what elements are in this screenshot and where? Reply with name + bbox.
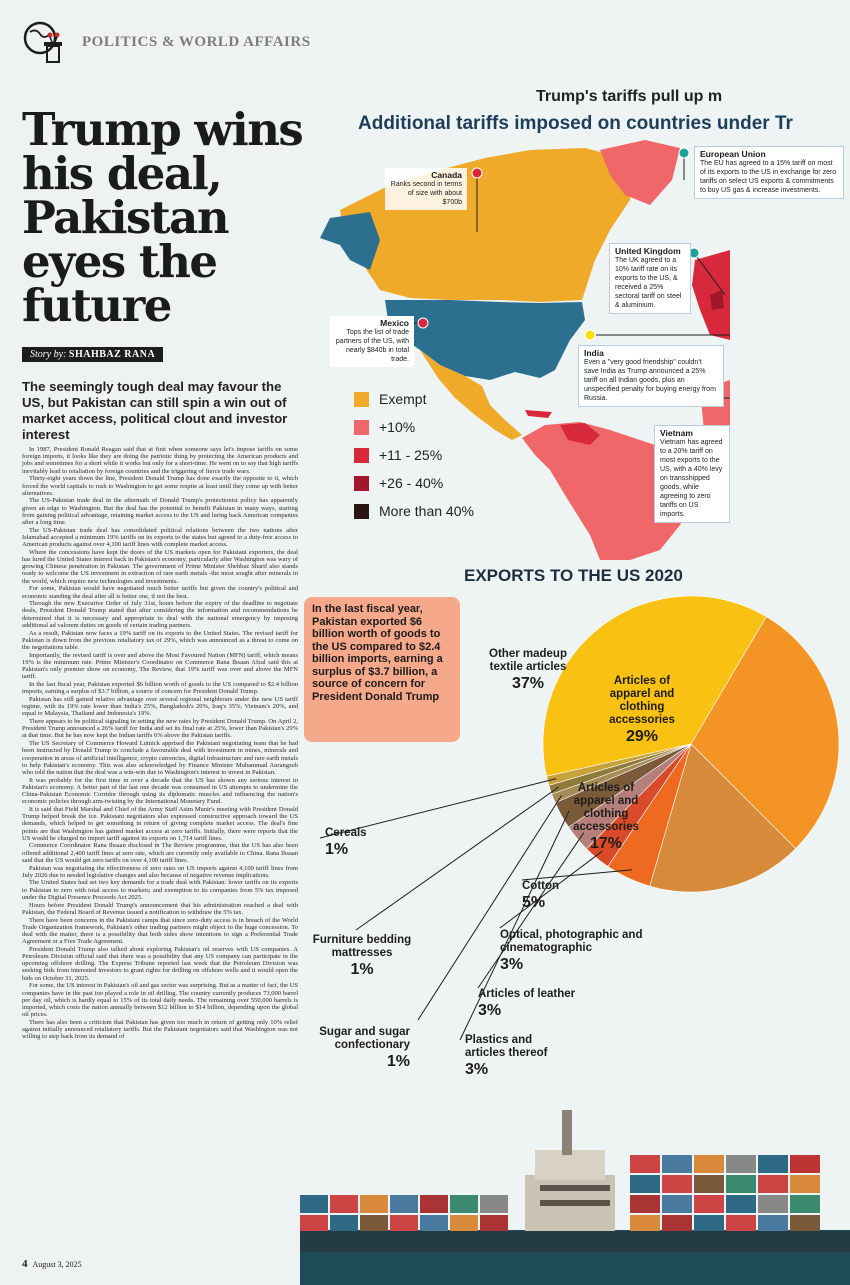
byline-author: SHAHBAZ RANA bbox=[68, 349, 156, 360]
body-paragraph: It is said that Field Marshal and Chief of the Army Staff Asim Munir's meeting with President Donald Trump helped break the ice. Pakistani negotiators also expressed constructive approach toward the US demands, which helped to get something in return of giving complete market access. The deal's fine points are that Washington has gained market access at zero tariffs. Initially, there were reports that the US would be charged no import tariff against its exports on 1,714 tariff lines. bbox=[22, 805, 298, 842]
pie-label-name: Sugar and sugar confectionary bbox=[319, 1026, 410, 1051]
pie-label-name: Articles of apparel and clothing accessories bbox=[573, 782, 639, 833]
body-paragraph: In 1987, President Ronald Reagan said that at first when someone says let's impose tariffs on some foreign imports, it looks like they are doing the patriotic thing by protecting the American products and jobs and sometimes for a short while it works but only for a short-time. He went on to say that high tariffs inevitably lead to retaliation by foreign countries and the triggering of fierce trade wars. bbox=[22, 446, 298, 475]
body-paragraph: Hours before President Donald Trump's announcement that his administration reached a deal with Pakistan, the Federal Board of Revenue issued a notification to withdraw the 5% tax. bbox=[22, 901, 298, 916]
pie-label-apparel-17 bbox=[560, 782, 652, 854]
body-paragraph: Through the new Executive Order of July 31st, hours before the expiry of the deadline to negotiate deals, President Donald Trump stated that after considering the information and recommendations he determined that it is necessary and appropriate to deal with the national emergency by imposing additional ad valorem duties on goods of certain trading partners. bbox=[22, 600, 298, 629]
body-paragraph: In the last fiscal year, Pakistan exported $6 billion worth of goods to the US compared to $2.4 billion imports, earning a surplus of $3.7 billion, a source of concern for President Donald Trump. bbox=[22, 681, 298, 696]
pie-label-pct: 1% bbox=[350, 961, 374, 978]
pie-label-optical bbox=[500, 929, 650, 975]
section-header bbox=[20, 18, 311, 66]
pie-label-name: Cotton bbox=[522, 880, 560, 892]
legend-label: More than 40% bbox=[379, 503, 474, 519]
legend-item bbox=[354, 474, 474, 492]
issue-date: August 3, 2025 bbox=[32, 1260, 82, 1269]
eu-pin bbox=[679, 148, 689, 158]
callout-vietnam-title: Vietnam bbox=[660, 428, 693, 438]
byline-prefix: Story by: bbox=[30, 349, 67, 360]
pie-label-pct: 29% bbox=[625, 728, 659, 745]
callout-india-title: India bbox=[584, 348, 604, 358]
callout-uk-title: United Kingdom bbox=[615, 246, 681, 256]
body-paragraph: Thirty-eight years down the line, President Donald Trump has done exactly the opposite to it, which forced the world capitals to rush to Washington to get some respite at least until they come up with better alternatives. bbox=[22, 475, 298, 497]
pie-label-name: Cereals bbox=[325, 827, 367, 839]
pie-label-name: Other madeup textile articles bbox=[489, 648, 567, 673]
body-paragraph: It was probably for the first time in over a decade that the US has shown any serious interest in Pakistan's economy. A better part of the last one decade was consumed in US attempts to undermine the China-Pakistan Economic Corridor through using its diplomatic muscles and influencing the nation's economic policies through arm-twisting by the International Monetary Fund. bbox=[22, 776, 298, 806]
pie-label-furniture bbox=[312, 934, 412, 980]
legend-swatch bbox=[354, 476, 369, 491]
pie-label-name: Optical, photographic and cinematographic bbox=[500, 929, 643, 954]
pie-label-pct: 3% bbox=[500, 956, 524, 973]
body-paragraph: Where the concessions have kept the doors of the US markets open for Pakistani exporters, the deal has lured the United States interest back in Pakistan's economy, particularly after Washington was wary of growing Chinese penetration in Pakistan. The government of Prime Minister Shehbaz Sharif also stands ready to welcome the US investment in extraction of rare earth metals -the most sought after minerals in the world, which require new technologies and investments. bbox=[22, 548, 298, 585]
standfirst: The seemingly tough deal may favour the US, but Pakistan can still spin a win out of market access, political clout and investor interest bbox=[22, 379, 288, 442]
body-paragraph: The US Secretary of Commerce Howard Lutnick apprised the Pakistani negotiating team that he had been instructed by Donald Trump to conclude a favourable deal with investment in mines, minerals and cooperation in areas of artificial intelligence, crypto currencies, digital infrastructure and rare earth metals to help Pakistan's economy. This was also acknowledged by Finance Minister Muhammad Aurangzeb who told the nation that the deal was a win-win due to Washington's interest to invest in Pakistan. bbox=[22, 740, 298, 776]
body-paragraph: The US-Pakistan trade deal has consolidated political relations between the two nations after Islamabad accepted a minimum 19% tariffs on its exports to the states but agreed to a duty-free access to American products against over 4,100 tariff lines with complete market access. bbox=[22, 526, 298, 549]
exports-title: EXPORTS TO THE US 2020 bbox=[464, 566, 683, 585]
pie-label-pct: 1% bbox=[325, 841, 349, 858]
body-paragraph: The United States had set two key demands for a trade deal with Pakistan: lower tariffs on its exports to Pakistan to zero with total access to markets; and exemption to its companies from 5% tax imposed under the Digital Presence Proceeds Act 2025. bbox=[22, 879, 298, 901]
body-paragraph: Commerce Coordinator Rana Ihsaan disclosed in The Review programme, that the US has also been offered additional 2,400 tariff lines at zero rate, which are currently only available to China. Rana Ihsaan said that the US would get zero tariffs on over 4,100 tariff lines. bbox=[22, 842, 298, 864]
legend-label: +26 - 40% bbox=[379, 475, 444, 491]
body-paragraph: For some, Pakistan would have negotiated much better tariffs but given the country's political and economic standing the deal after all is better one, if not the best. bbox=[22, 585, 298, 600]
article-body bbox=[22, 446, 298, 1041]
pie-label-sugar bbox=[318, 1026, 410, 1072]
body-paragraph: There have been concerns in the Pakistani camps that since zero-duty access is in breach of the World Trade Organization framework, Pakistan's other trading partners might object to the huge concession. To deal with the matter, there is a possibility that both sides show intentions to sign a Preferential Trade Agreement or a Free Trade Agreement. bbox=[22, 916, 298, 946]
callout-india-text: Even a "very good friendship" couldn't save India as Trump announced a 25% tariff on all Indian goods, plus an unspecified penalty for buying energy from Russia. bbox=[584, 359, 716, 402]
callout-canada bbox=[385, 168, 467, 210]
map-title: Trump's tariffs pull up m bbox=[536, 88, 723, 105]
legend-item bbox=[354, 446, 474, 464]
callout-canada-text: Ranks second in terms of size with about $700b bbox=[390, 181, 462, 206]
callout-india bbox=[578, 345, 724, 407]
callout-mexico bbox=[330, 316, 414, 367]
map-subtitle: Additional tariffs imposed on countries under Tr bbox=[358, 113, 793, 134]
pie-label-name: Articles of leather bbox=[478, 988, 576, 1000]
pie-label-leather bbox=[478, 988, 575, 1021]
callout-eu-title: European Union bbox=[700, 149, 766, 159]
body-paragraph: Pakistan was negotiating the effectiveness of zero rates on US imports against 4,100 tariff lines from July 2026 due to needed legislative changes and also because of negative revenue implications. bbox=[22, 864, 298, 879]
legend-swatch bbox=[354, 392, 369, 407]
fact-box: In the last fiscal year, Pakistan exported $6 billion worth of goods to the US compared to $2.4 billion imports, earning a surplus of $3.7 billion, a source of concern for President Donald Trump bbox=[304, 597, 460, 742]
legend-item bbox=[354, 502, 474, 520]
body-paragraph: There appears to be political signaling in setting the new rates by President Donald Trump. On April 2, President Trump announced a 26% tariff for India and set its final rate at 25%, lower than Pakistan's 29% at that time. But he has now kept the Indian tariffs 6% above the Pakistan tariffs. bbox=[22, 718, 298, 740]
legend-swatch bbox=[354, 420, 369, 435]
body-paragraph: The US-Pakistan trade deal in the aftermath of Donald Trump's protectionist policy has apparently given an edge to Washington. But the deal has the potential to benefit Pakistan in many ways, starting from gaining political advantage, retaining market access to the US and luring back American companies after a long time. bbox=[22, 497, 298, 527]
mexico-pin bbox=[418, 318, 428, 328]
map-caribbean bbox=[525, 410, 552, 418]
callout-eu-text: The EU has agreed to a 15% tariff on most of its exports to the US in exchange for zero tariffs on select US exports & commitments to buy US gas & increase investments. bbox=[700, 160, 837, 194]
map-usa bbox=[385, 300, 585, 380]
page-footer bbox=[22, 1258, 82, 1270]
section-label: POLITICS & WORLD AFFAIRS bbox=[82, 33, 311, 50]
body-paragraph: As a result, Pakistan now faces a 19% tariff on its exports to the United States. The revised tariff for Pakistan is down from the previous retaliatory tax of 29%, which was announced as a threat to come on the negotiations table. bbox=[22, 629, 298, 651]
map-legend bbox=[354, 390, 474, 530]
body-paragraph: President Donald Trump also talked about exploring Pakistan's oil reserves with US companies. A Petroleum Division official said that there was a possibility that any US company can participate in the upcoming offshore drilling. The Express Tribune reported last week that the Petroleum Division was seeking bids from interested investors to grant rights for drilling on offshore wells and it would open the bids on October 31, 2025. bbox=[22, 945, 298, 982]
callout-mexico-text: Tops the list of trade partners of the US, with nearly $840b in total trade. bbox=[335, 329, 409, 363]
pie-label-cotton bbox=[522, 880, 559, 913]
headline: Trump wins his deal, Pakistan eyes the future bbox=[22, 103, 303, 332]
legend-label: +10% bbox=[379, 419, 416, 435]
legend-swatch bbox=[354, 448, 369, 463]
callout-uk-text: The UK agreed to a 10% tariff rate on its exports to the US, & received a 25% sectoral tariff on steel & aluminium. bbox=[615, 257, 682, 309]
map-alaska bbox=[320, 212, 380, 270]
page-number: 4 bbox=[22, 1258, 28, 1270]
pie-label-pct: 3% bbox=[465, 1061, 489, 1078]
map-canada bbox=[340, 148, 630, 302]
body-paragraph: Pakistan has still gained relative advantage over several regional neighbours under the new US tariff regime, with its 19% rate lower than India's 25%, Bangladesh's 20%, Iraq's 35%, Vietnam's 20%, and equal to Malaysia, Thailand and Indonesia's 19%. bbox=[22, 695, 298, 718]
callout-vietnam-text: Vietnam has agreed to a 20% tariff on most exports to the US, with a 40% levy on transshipped goods, while agreeing to zero tariffs on US imports. bbox=[660, 439, 723, 518]
pie-label-pct: 5% bbox=[522, 894, 546, 911]
india-pin bbox=[585, 330, 595, 340]
pie-label-pct: 1% bbox=[386, 1053, 410, 1070]
pie-label-cereals bbox=[325, 827, 367, 860]
body-paragraph: For some, the US interest in Pakistan's oil and gas sector was surprising. But as a matter of fact, the US companies have in the past too played a role in oil drilling. The country currently produces 73,000 barrel per day oil, which is hardly equal to 15% of its total daily needs. The remaining over 550,000 barrels is imported, which costs the nation annually between $12 billion to $14 billion, depending upon the global oil prices. bbox=[22, 982, 298, 1019]
pie-label-name: Plastics and articles thereof bbox=[465, 1034, 548, 1059]
pie-label-pct: 17% bbox=[589, 835, 623, 852]
container-ship-illustration bbox=[300, 1080, 850, 1285]
pie-label-apparel-29 bbox=[594, 675, 690, 747]
callout-vietnam bbox=[654, 425, 730, 523]
legend-label: +11 - 25% bbox=[379, 447, 443, 463]
byline bbox=[22, 347, 163, 362]
legend-item bbox=[354, 390, 474, 408]
body-paragraph: Importantly, the revised tariff is over and above the Most Favoured Nation (MFN) tariff, which means 19% is the minimum rate. Prime Minister's Coordinator on Commerce Rana Ihsaan Afzal said this at Pakistan's only premier show on economy, The Review, that 19% tariff was over and above the MFN tariff. bbox=[22, 651, 298, 681]
podium-icon bbox=[20, 18, 68, 66]
pie-label-textiles bbox=[478, 648, 578, 694]
pie-label-name: Furniture bedding mattresses bbox=[312, 934, 412, 959]
pie-label-pct: 3% bbox=[478, 1002, 502, 1019]
body-paragraph: There has also been a criticism that Pakistan has given too much in return of getting only 10% relief against initially announced retaliatory tariffs. But the Pakistani negotiators said that Washington was not willing to step back from its demand of bbox=[22, 1018, 298, 1041]
callout-canada-title: Canada bbox=[431, 170, 462, 180]
canada-pin bbox=[472, 168, 482, 178]
callout-uk bbox=[609, 243, 691, 314]
callout-eu bbox=[694, 146, 844, 199]
pie-label-pct: 37% bbox=[511, 675, 545, 692]
legend-swatch bbox=[354, 504, 369, 519]
pie-label-name: Articles of apparel and clothing accessories bbox=[609, 675, 675, 726]
pie-label-plastics bbox=[465, 1034, 555, 1080]
legend-label: Exempt bbox=[379, 391, 427, 407]
callout-mexico-title: Mexico bbox=[380, 318, 409, 328]
legend-item bbox=[354, 418, 474, 436]
